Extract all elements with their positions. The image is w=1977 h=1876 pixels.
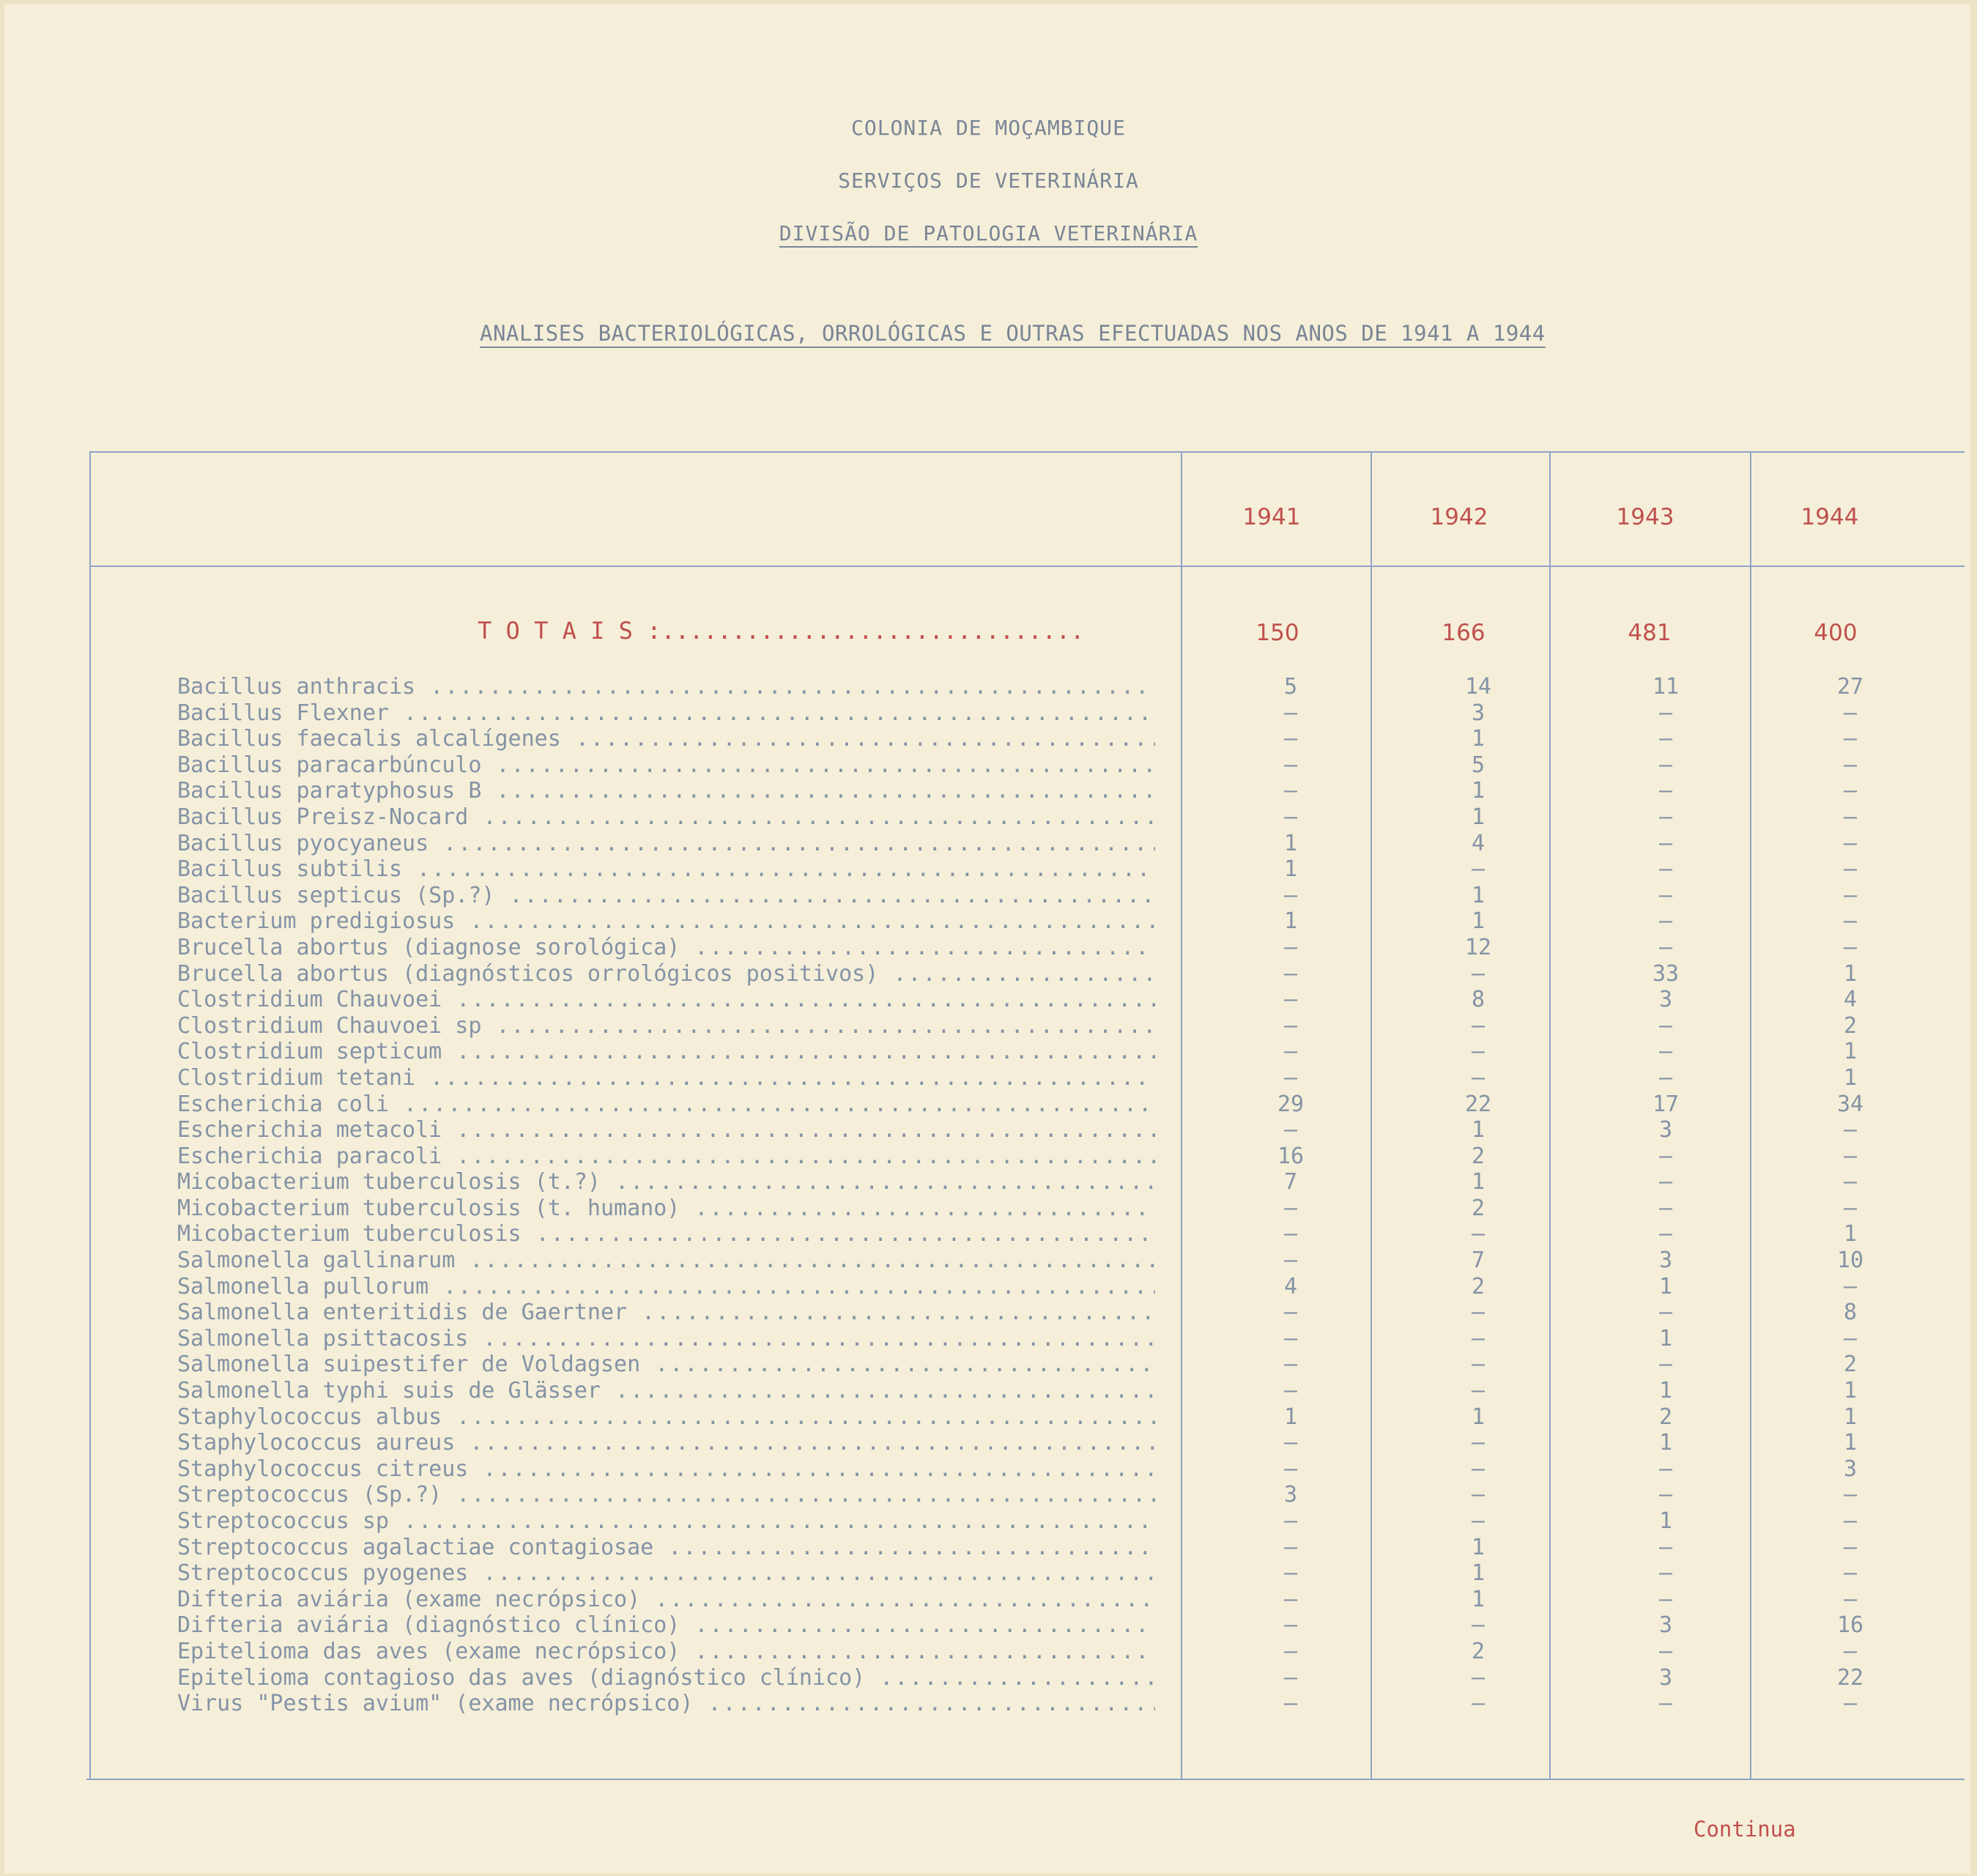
row-label: Streptococcus pyogenes ..... — [177, 1560, 1155, 1586]
table-row — [177, 1013, 1935, 1039]
cell-1941: – — [1283, 882, 1298, 908]
cell-1943: 3 — [1658, 1664, 1673, 1691]
cell-1941: – — [1283, 1430, 1298, 1456]
row-label: Salmonella suipestifer de Voldagsen ..... — [177, 1352, 1155, 1377]
cell-1943: 1 — [1658, 1430, 1673, 1456]
cell-1943: 3 — [1658, 1612, 1673, 1639]
total-1942: 166 — [1442, 620, 1485, 646]
cell-1943: 1 — [1658, 1378, 1673, 1404]
row-label: Clostridium Chauvoei ..... — [177, 987, 1155, 1012]
table-row — [177, 1508, 1935, 1535]
cell-1942: 7 — [1471, 1247, 1485, 1274]
cell-1943: – — [1658, 830, 1673, 856]
cell-1942: – — [1471, 1482, 1485, 1508]
cell-1944: 2 — [1843, 1352, 1858, 1378]
table-row — [177, 831, 1935, 857]
row-label: Bacillus Flexner ..... — [177, 700, 1155, 726]
table-row — [177, 1300, 1935, 1326]
cell-1943: – — [1658, 1352, 1673, 1378]
cell-1943: – — [1658, 934, 1673, 960]
cell-1944: – — [1843, 752, 1858, 778]
table-row — [177, 883, 1935, 909]
table-row — [177, 1326, 1935, 1352]
cell-1942: 1 — [1471, 908, 1485, 935]
cell-1943: 2 — [1658, 1404, 1673, 1430]
cell-1944: – — [1843, 1534, 1858, 1560]
cell-1941: – — [1283, 1638, 1298, 1664]
cell-1944: 10 — [1836, 1247, 1864, 1274]
cell-1942: – — [1471, 856, 1485, 883]
row-label: Clostridium tetani ..... — [177, 1065, 1155, 1091]
cell-1941: – — [1283, 1300, 1298, 1326]
continua-note: Continua — [1694, 1817, 1796, 1842]
cell-1944: 1 — [1843, 1430, 1858, 1456]
cell-1942: – — [1471, 1352, 1485, 1378]
cell-1941: 4 — [1283, 1273, 1298, 1300]
row-label: Escherichia coli ..... — [177, 1091, 1155, 1117]
cell-1942: 1 — [1471, 778, 1485, 804]
cell-1942: 12 — [1464, 934, 1492, 960]
cell-1942: – — [1471, 1691, 1485, 1717]
cell-1941: – — [1283, 1456, 1298, 1482]
row-label: Staphylococcus aureus ..... — [177, 1430, 1155, 1456]
cell-1943: – — [1658, 778, 1673, 804]
table-row — [177, 935, 1935, 961]
year-header-1942: 1942 — [1430, 504, 1488, 530]
table-row — [177, 1639, 1935, 1665]
cell-1943: – — [1658, 700, 1673, 726]
cell-1941: – — [1283, 1012, 1298, 1039]
row-label: Brucella abortus (diagnósticos orrológicos positivos) ..... — [177, 961, 1155, 987]
table-row — [177, 1691, 1935, 1717]
cell-1943: – — [1658, 1143, 1673, 1169]
cell-1944: 16 — [1836, 1612, 1864, 1639]
cell-1942: 2 — [1471, 1273, 1485, 1300]
total-1941: 150 — [1255, 620, 1299, 646]
cell-1942: – — [1471, 1456, 1485, 1482]
cell-1944: 1 — [1843, 1039, 1858, 1065]
cell-1942: 2 — [1471, 1638, 1485, 1664]
cell-1944: – — [1843, 856, 1858, 883]
cell-1944: 1 — [1843, 1378, 1858, 1404]
division-heading: DIVISÃO DE PATOLOGIA VETERINÁRIA — [779, 221, 1198, 245]
cell-1942: 1 — [1471, 726, 1485, 752]
cell-1941: 29 — [1277, 1091, 1305, 1117]
cell-1944: – — [1843, 700, 1858, 726]
cell-1942: – — [1471, 1221, 1485, 1247]
cell-1944: 1 — [1843, 960, 1858, 987]
cell-1943: – — [1658, 1691, 1673, 1717]
cell-1943: – — [1658, 856, 1673, 883]
cell-1942: 8 — [1471, 987, 1485, 1013]
table-row — [177, 804, 1935, 831]
total-1944: 400 — [1814, 620, 1858, 646]
cell-1942: 2 — [1471, 1143, 1485, 1169]
cell-1942: – — [1471, 1508, 1485, 1534]
service-heading: SERVIÇOS DE VETERINÁRIA — [838, 168, 1139, 193]
cell-1944: 27 — [1836, 674, 1864, 700]
cell-1943: – — [1658, 1195, 1673, 1221]
row-label: Micobacterium tuberculosis (t. humano) ..... — [177, 1195, 1155, 1221]
cell-1942: 1 — [1471, 1534, 1485, 1560]
cell-1944: – — [1843, 778, 1858, 804]
cell-1941: – — [1283, 1221, 1298, 1247]
cell-1943: – — [1658, 1534, 1673, 1560]
row-label: Bacillus Preisz-Nocard ..... — [177, 804, 1155, 830]
cell-1943: – — [1658, 1064, 1673, 1091]
cell-1942: 22 — [1464, 1091, 1492, 1117]
row-label: Clostridium septicum ..... — [177, 1039, 1155, 1064]
year-header-1944: 1944 — [1800, 504, 1859, 530]
table-row — [177, 1039, 1935, 1065]
cell-1943: – — [1658, 804, 1673, 830]
cell-1941: – — [1283, 960, 1298, 987]
cell-1944: – — [1843, 830, 1858, 856]
table-row — [177, 1091, 1935, 1118]
cell-1941: – — [1283, 1247, 1298, 1274]
cell-1944: 4 — [1843, 987, 1858, 1013]
cell-1942: – — [1471, 1039, 1485, 1065]
cell-1943: 33 — [1652, 960, 1680, 987]
cell-1944: – — [1843, 934, 1858, 960]
row-label: Bacillus paratyphosus B ..... — [177, 778, 1155, 804]
cell-1943: – — [1658, 1638, 1673, 1664]
cell-1942: – — [1471, 1300, 1485, 1326]
table-row — [177, 1169, 1935, 1195]
cell-1941: – — [1283, 1508, 1298, 1534]
cell-1944: – — [1843, 882, 1858, 908]
analysis-rows — [177, 674, 1935, 1717]
cell-1943: – — [1658, 1482, 1673, 1508]
cell-1941: – — [1283, 934, 1298, 960]
cell-1941: – — [1283, 778, 1298, 804]
cell-1944: – — [1843, 1117, 1858, 1143]
cell-1941: – — [1283, 1195, 1298, 1221]
cell-1943: – — [1658, 1300, 1673, 1326]
table-row — [177, 1430, 1935, 1456]
cell-1941: – — [1283, 752, 1298, 778]
cell-1942: – — [1471, 960, 1485, 987]
row-label: Bacterium predigiosus ..... — [177, 908, 1155, 934]
row-label: Epitelioma das aves (exame necrópsico) ..... — [177, 1639, 1155, 1664]
cell-1944: – — [1843, 1638, 1858, 1664]
header-bottom-rule — [89, 566, 1965, 567]
table-row — [177, 1587, 1935, 1613]
cell-1941: 5 — [1283, 674, 1298, 700]
cell-1941: – — [1283, 1064, 1298, 1091]
cell-1943: – — [1658, 1560, 1673, 1587]
row-label: Virus "Pestis avium" (exame necrópsico) ..... — [177, 1691, 1155, 1716]
cell-1941: – — [1283, 1117, 1298, 1143]
cell-1944: 22 — [1836, 1664, 1864, 1691]
row-label: Escherichia metacoli ..... — [177, 1117, 1155, 1143]
table-left-rule — [89, 451, 91, 1780]
cell-1942: 4 — [1471, 830, 1485, 856]
cell-1941: 3 — [1283, 1482, 1298, 1508]
row-label: Difteria aviária (diagnóstico clínico) ..... — [177, 1612, 1155, 1638]
cell-1944: – — [1843, 1273, 1858, 1300]
table-row — [177, 674, 1935, 700]
cell-1941: – — [1283, 1691, 1298, 1717]
table-row — [177, 726, 1935, 752]
cell-1944: 1 — [1843, 1064, 1858, 1091]
cell-1942: 1 — [1471, 882, 1485, 908]
cell-1944: – — [1843, 1482, 1858, 1508]
cell-1944: – — [1843, 1586, 1858, 1612]
cell-1941: 1 — [1283, 1404, 1298, 1430]
cell-1941: – — [1283, 1325, 1298, 1352]
cell-1941: – — [1283, 700, 1298, 726]
cell-1942: – — [1471, 1064, 1485, 1091]
cell-1943: – — [1658, 726, 1673, 752]
cell-1941: – — [1283, 1664, 1298, 1691]
cell-1942: 3 — [1471, 700, 1485, 726]
table-row — [177, 1221, 1935, 1247]
row-label: Escherichia paracoli ..... — [177, 1143, 1155, 1169]
row-label: Bacillus subtilis ..... — [177, 856, 1155, 882]
cell-1942: 5 — [1471, 752, 1485, 778]
cell-1942: 1 — [1471, 1586, 1485, 1612]
row-label: Micobacterium tuberculosis ..... — [177, 1221, 1155, 1247]
year-header-1943: 1943 — [1616, 504, 1674, 530]
cell-1942: 1 — [1471, 804, 1485, 830]
cell-1941: – — [1283, 1378, 1298, 1404]
table-top-rule — [89, 451, 1965, 453]
cell-1943: 3 — [1658, 987, 1673, 1013]
cell-1941: 1 — [1283, 830, 1298, 856]
table-row — [177, 1535, 1935, 1561]
cell-1944: 2 — [1843, 1012, 1858, 1039]
row-label: Salmonella psittacosis ..... — [177, 1326, 1155, 1352]
cell-1943: – — [1658, 1221, 1673, 1247]
table-row — [177, 1560, 1935, 1587]
row-label: Brucella abortus (diagnose sorológica) ..... — [177, 935, 1155, 960]
cell-1944: – — [1843, 1325, 1858, 1352]
cell-1944: – — [1843, 1195, 1858, 1221]
table-row — [177, 1482, 1935, 1508]
row-label: Staphylococcus citreus ..... — [177, 1456, 1155, 1482]
cell-1943: – — [1658, 1586, 1673, 1612]
cell-1944: 1 — [1843, 1221, 1858, 1247]
cell-1944: 34 — [1836, 1091, 1864, 1117]
cell-1943: – — [1658, 1012, 1673, 1039]
table-row — [177, 1378, 1935, 1404]
total-1943: 481 — [1628, 620, 1672, 646]
cell-1941: – — [1283, 1560, 1298, 1587]
cell-1941: – — [1283, 1534, 1298, 1560]
row-label: Bacillus paracarbúnculo ..... — [177, 752, 1155, 778]
table-row — [177, 1404, 1935, 1431]
table-row — [177, 752, 1935, 779]
row-label: Salmonella gallinarum ..... — [177, 1247, 1155, 1273]
cell-1943: 3 — [1658, 1117, 1673, 1143]
cell-1944: 3 — [1843, 1456, 1858, 1482]
cell-1941: 7 — [1283, 1169, 1298, 1195]
row-label: Difteria aviária (exame necrópsico) ..... — [177, 1587, 1155, 1612]
cell-1941: – — [1283, 804, 1298, 830]
cell-1942: 2 — [1471, 1195, 1485, 1221]
cell-1942: 14 — [1464, 674, 1492, 700]
cell-1944: – — [1843, 1560, 1858, 1587]
cell-1944: – — [1843, 1691, 1858, 1717]
row-label: Salmonella pullorum ..... — [177, 1274, 1155, 1300]
year-header-1941: 1941 — [1242, 504, 1301, 530]
table-row — [177, 1117, 1935, 1143]
row-label: Salmonella enteritidis de Gaertner ..... — [177, 1300, 1155, 1325]
table-row — [177, 1195, 1935, 1222]
row-label: Micobacterium tuberculosis (t.?) ..... — [177, 1169, 1155, 1195]
row-label: Bacillus faecalis alcalígenes ..... — [177, 726, 1155, 752]
document-title: ANALISES BACTERIOLÓGICAS, ORROLÓGICAS E OUTRAS EFECTUADAS NOS ANOS DE 1941 A 1944 — [480, 321, 1546, 346]
table-row — [177, 1352, 1935, 1378]
table-row — [177, 778, 1935, 804]
row-label: Staphylococcus albus ..... — [177, 1404, 1155, 1430]
cell-1942: 1 — [1471, 1560, 1485, 1587]
table-row — [177, 1274, 1935, 1300]
cell-1942: – — [1471, 1664, 1485, 1691]
cell-1941: 1 — [1283, 908, 1298, 935]
cell-1944: 8 — [1843, 1300, 1858, 1326]
table-row — [177, 961, 1935, 987]
cell-1943: 3 — [1658, 1247, 1673, 1274]
cell-1943: 1 — [1658, 1273, 1673, 1300]
cell-1941: 1 — [1283, 856, 1298, 883]
table-row — [177, 1612, 1935, 1639]
cell-1941: – — [1283, 1612, 1298, 1639]
cell-1943: – — [1658, 1039, 1673, 1065]
row-label: Streptococcus sp ..... — [177, 1508, 1155, 1534]
cell-1943: 17 — [1652, 1091, 1680, 1117]
cell-1944: – — [1843, 726, 1858, 752]
row-label: Streptococcus agalactiae contagiosae ..... — [177, 1535, 1155, 1560]
row-label: Bacillus septicus (Sp.?) ..... — [177, 883, 1155, 908]
cell-1942: 1 — [1471, 1169, 1485, 1195]
cell-1941: 16 — [1277, 1143, 1305, 1169]
cell-1943: 1 — [1658, 1325, 1673, 1352]
cell-1944: – — [1843, 1169, 1858, 1195]
cell-1942: – — [1471, 1612, 1485, 1639]
cell-1941: – — [1283, 726, 1298, 752]
cell-1942: – — [1471, 1325, 1485, 1352]
table-row — [177, 987, 1935, 1013]
table-row — [177, 1065, 1935, 1091]
row-label: Epitelioma contagioso das aves (diagnóstico clínico) ..... — [177, 1665, 1155, 1691]
cell-1941: – — [1283, 1352, 1298, 1378]
cell-1944: – — [1843, 804, 1858, 830]
cell-1942: 1 — [1471, 1117, 1485, 1143]
table-bottom-rule — [86, 1779, 1965, 1780]
row-label: Clostridium Chauvoei sp ..... — [177, 1013, 1155, 1039]
table-row — [177, 1143, 1935, 1170]
cell-1941: – — [1283, 987, 1298, 1013]
cell-1943: – — [1658, 1456, 1673, 1482]
cell-1944: – — [1843, 908, 1858, 935]
row-label: Bacillus anthracis ..... — [177, 674, 1155, 700]
cell-1943: – — [1658, 752, 1673, 778]
cell-1944: – — [1843, 1143, 1858, 1169]
cell-1941: – — [1283, 1039, 1298, 1065]
cell-1943: – — [1658, 908, 1673, 935]
row-label: Bacillus pyocyaneus ..... — [177, 831, 1155, 856]
cell-1944: – — [1843, 1508, 1858, 1534]
cell-1941: – — [1283, 1586, 1298, 1612]
row-label: Salmonella typhi suis de Glässer ..... — [177, 1378, 1155, 1404]
cell-1942: 1 — [1471, 1404, 1485, 1430]
cell-1943: – — [1658, 882, 1673, 908]
table-row — [177, 908, 1935, 935]
cell-1942: – — [1471, 1378, 1485, 1404]
totals-label: T O T A I S :.............................. — [478, 617, 1085, 645]
table-row — [177, 856, 1935, 883]
cell-1943: 11 — [1652, 674, 1680, 700]
cell-1942: – — [1471, 1430, 1485, 1456]
colony-heading: COLONIA DE MOÇAMBIQUE — [850, 116, 1126, 140]
cell-1944: 1 — [1843, 1404, 1858, 1430]
row-label: Streptococcus (Sp.?) ..... — [177, 1482, 1155, 1508]
cell-1943: 1 — [1658, 1508, 1673, 1534]
table-row — [177, 1665, 1935, 1691]
table-row — [177, 1247, 1935, 1274]
table-row — [177, 700, 1935, 727]
cell-1942: – — [1471, 1012, 1485, 1039]
cell-1943: – — [1658, 1169, 1673, 1195]
table-row — [177, 1456, 1935, 1483]
